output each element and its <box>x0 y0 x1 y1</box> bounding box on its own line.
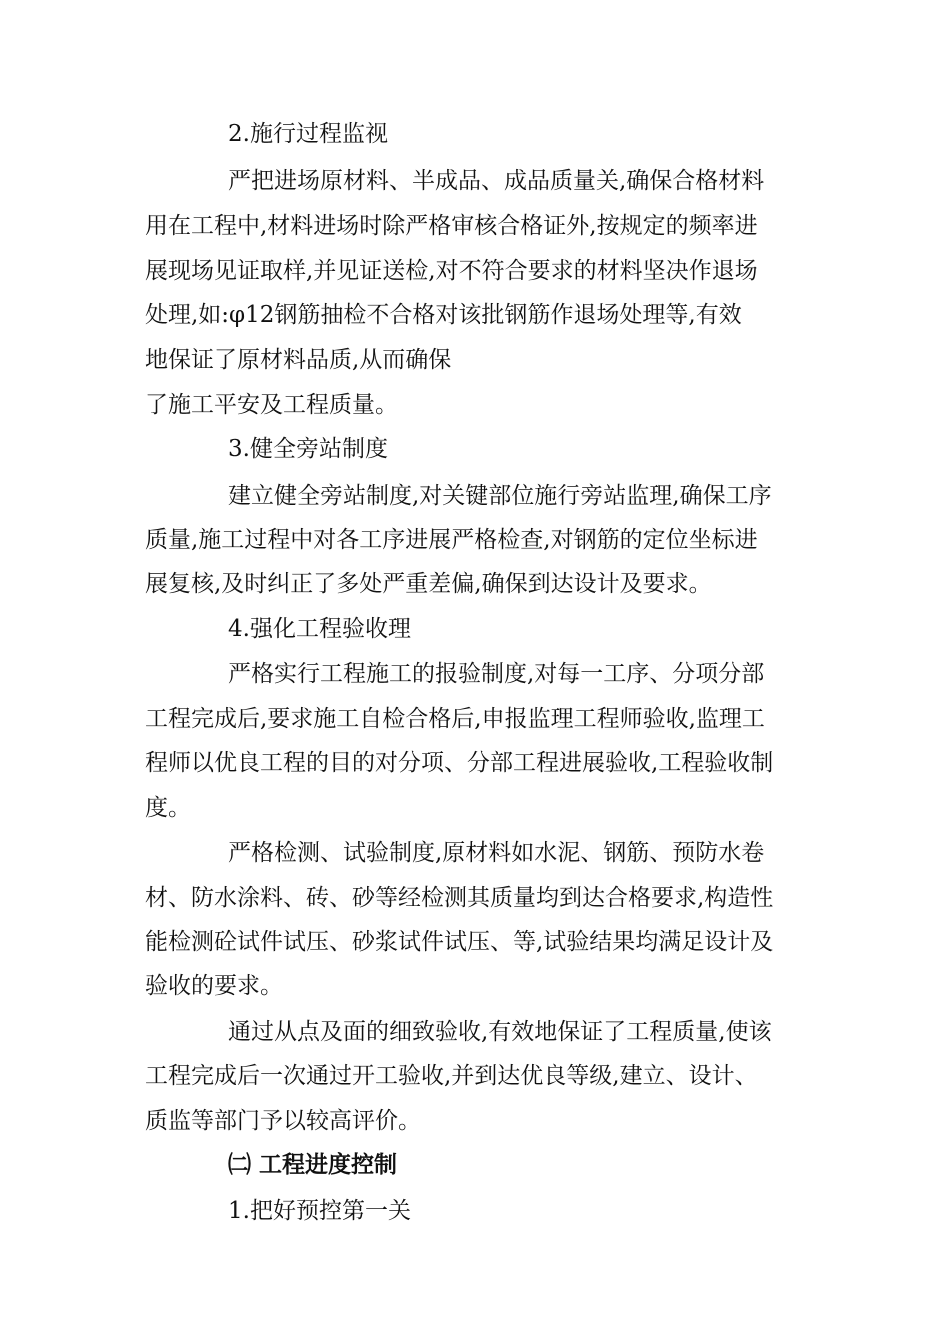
paragraph-line: 程师以优良工程的目的对分项、分部工程进展验收,工程验收制 <box>145 750 774 776</box>
paragraph-line: 严把进场原材料、半成品、成品质量关,确保合格材料 <box>228 168 765 194</box>
paragraph-line: 工程完成后,要求施工自检合格后,申报监理工程师验收,监理工 <box>145 706 765 732</box>
paragraph-line: 用在工程中,材料进场时除严格审核合格证外,按规定的频率进 <box>145 213 758 239</box>
heading-acceptance: 4.强化工程验收理 <box>228 616 411 642</box>
paragraph-line: 通过从点及面的细致验收,有效地保证了工程质量,使该 <box>228 1019 772 1045</box>
paragraph-line: 工程完成后一次通过开工验收,并到达优良等级,建立、设计、 <box>145 1063 758 1089</box>
paragraph-line: 度。 <box>145 795 191 821</box>
paragraph-line: 质量,施工过程中对各工序进展严格检查,对钢筋的定位坐标进 <box>145 527 758 553</box>
paragraph-line: 地保证了原材料品质,从而确保 <box>145 347 452 373</box>
paragraph-line: 严格检测、试验制度,原材料如水泥、钢筋、预防水卷 <box>228 840 765 866</box>
section-heading-schedule-control: ㈡ 工程进度控制 <box>228 1152 398 1178</box>
heading-construction-monitoring: 2.施行过程监视 <box>228 121 388 147</box>
paragraph-line: 能检测砼试件试压、砂浆试件试压、等,试验结果均满足设计及 <box>145 929 774 955</box>
paragraph-line: 展现场见证取样,并见证送检,对不符合要求的材料坚决作退场 <box>145 258 758 284</box>
heading-supervision-system: 3.健全旁站制度 <box>228 436 388 462</box>
paragraph-line: 建立健全旁站制度,对关键部位施行旁站监理,确保工序 <box>228 483 772 509</box>
paragraph-line: 质监等部门予以较高评价。 <box>145 1108 421 1134</box>
heading-first-pass-control: 1.把好预控第一关 <box>228 1198 411 1224</box>
paragraph-line: 验收的要求。 <box>145 973 283 999</box>
paragraph-line: 了施工平安及工程质量。 <box>145 392 398 418</box>
paragraph-line: 严格实行工程施工的报验制度,对每一工序、分项分部 <box>228 661 765 687</box>
paragraph-line: 材、防水涂料、砖、砂等经检测其质量均到达合格要求,构造性 <box>145 885 774 911</box>
paragraph-line: 处理,如:φ12钢筋抽检不合格对该批钢筋作退场处理等,有效 <box>145 302 742 328</box>
paragraph-line: 展复核,及时纠正了多处严重差偏,确保到达设计及要求。 <box>145 571 712 597</box>
